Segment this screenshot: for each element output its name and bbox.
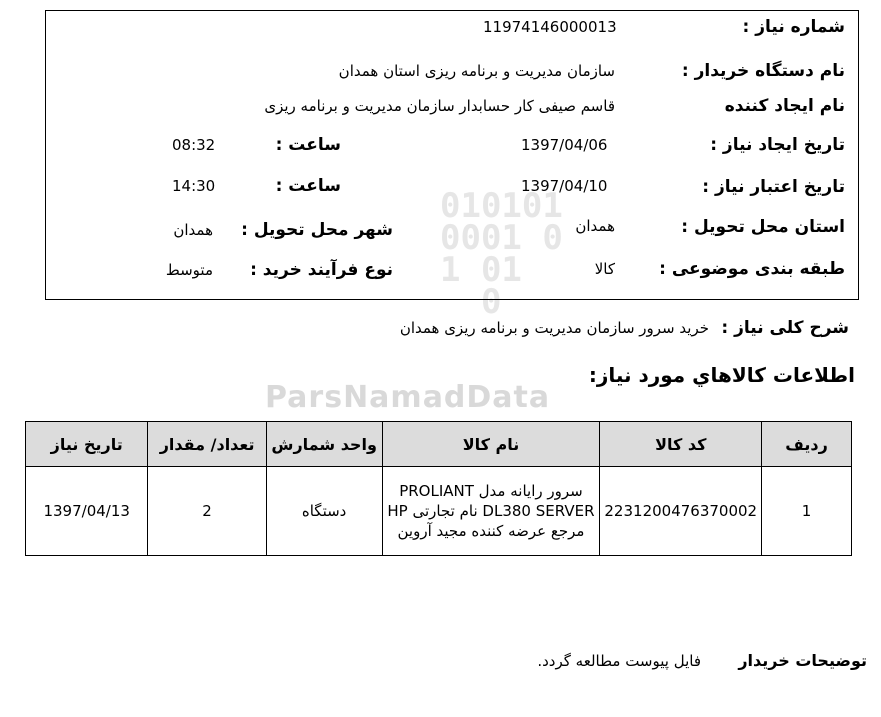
delivery-province-value: همدان [575, 217, 615, 235]
buyer-org-label: نام دستگاه خریدار : [681, 61, 845, 81]
delivery-province-label: استان محل تحویل : [681, 217, 845, 237]
cell-item-name: سرور رایانه مدل PROLIANT DL380 SERVER نام تجارتی HP مرجع عرضه کننده مجید آروین [382, 467, 600, 556]
table-row [26, 467, 852, 556]
watermark-digits: 010101 0001 0 1 01 0 [440, 186, 563, 322]
items-table [25, 421, 852, 556]
valid-time-label: ساعت : [275, 176, 341, 196]
items-section-title: اطلاعات کالاهاي مورد نياز: [588, 363, 855, 387]
col-header-quantity: تعداد/ مقدار [148, 422, 266, 467]
creator-value: قاسم صیفی کار حسابدار سازمان مدیریت و برنامه ریزی [264, 97, 615, 115]
category-value: کالا [594, 260, 615, 278]
created-time-label: ساعت : [275, 135, 341, 155]
buyer-notes-value: فایل پیوست مطالعه گردد. [537, 652, 701, 670]
col-header-item-code: کد کالا [600, 422, 762, 467]
purchase-process-label: نوع فرآیند خرید : [250, 260, 393, 280]
cell-row-number: 1 [762, 467, 852, 556]
col-header-need-date: تاریخ نیاز [26, 422, 148, 467]
items-table-header-row [26, 422, 852, 467]
col-header-row-number: ردیف [762, 422, 852, 467]
need-info-box [45, 10, 859, 300]
buyer-org-value: سازمان مدیریت و برنامه ریزی استان همدان [338, 62, 615, 80]
col-header-unit: واحد شمارش [266, 422, 382, 467]
delivery-city-value: همدان [173, 221, 213, 239]
summary-label: شرح کلی نیاز : [721, 318, 849, 338]
need-number-value: 11974146000013 [483, 18, 617, 36]
watermark-brand: ParsNamadData [265, 380, 551, 415]
valid-date-value: 1397/04/10 [521, 177, 608, 195]
delivery-city-label: شهر محل تحویل : [241, 220, 393, 240]
valid-date-label: تاریخ اعتبار نیاز : [702, 177, 845, 197]
need-number-label: شماره نیاز : [742, 17, 845, 37]
cell-unit: دستگاه [266, 467, 382, 556]
valid-time-value: 14:30 [172, 177, 216, 195]
col-header-item-name: نام کالا [382, 422, 600, 467]
created-date-label: تاریخ ایجاد نیاز : [710, 135, 845, 155]
creator-label: نام ایجاد کننده [724, 96, 845, 116]
created-date-value: 1397/04/06 [521, 136, 608, 154]
buyer-notes-label: توضیحات خریدار [738, 651, 867, 670]
summary-value: خرید سرور سازمان مدیریت و برنامه ریزی همدان [399, 319, 709, 337]
purchase-process-value: متوسط [165, 261, 213, 279]
cell-item-code: 2231200476370002 [600, 467, 762, 556]
cell-need-date: 1397/04/13 [26, 467, 148, 556]
category-label: طبقه بندی موضوعی : [659, 259, 845, 279]
created-time-value: 08:32 [172, 136, 216, 154]
cell-quantity: 2 [148, 467, 266, 556]
